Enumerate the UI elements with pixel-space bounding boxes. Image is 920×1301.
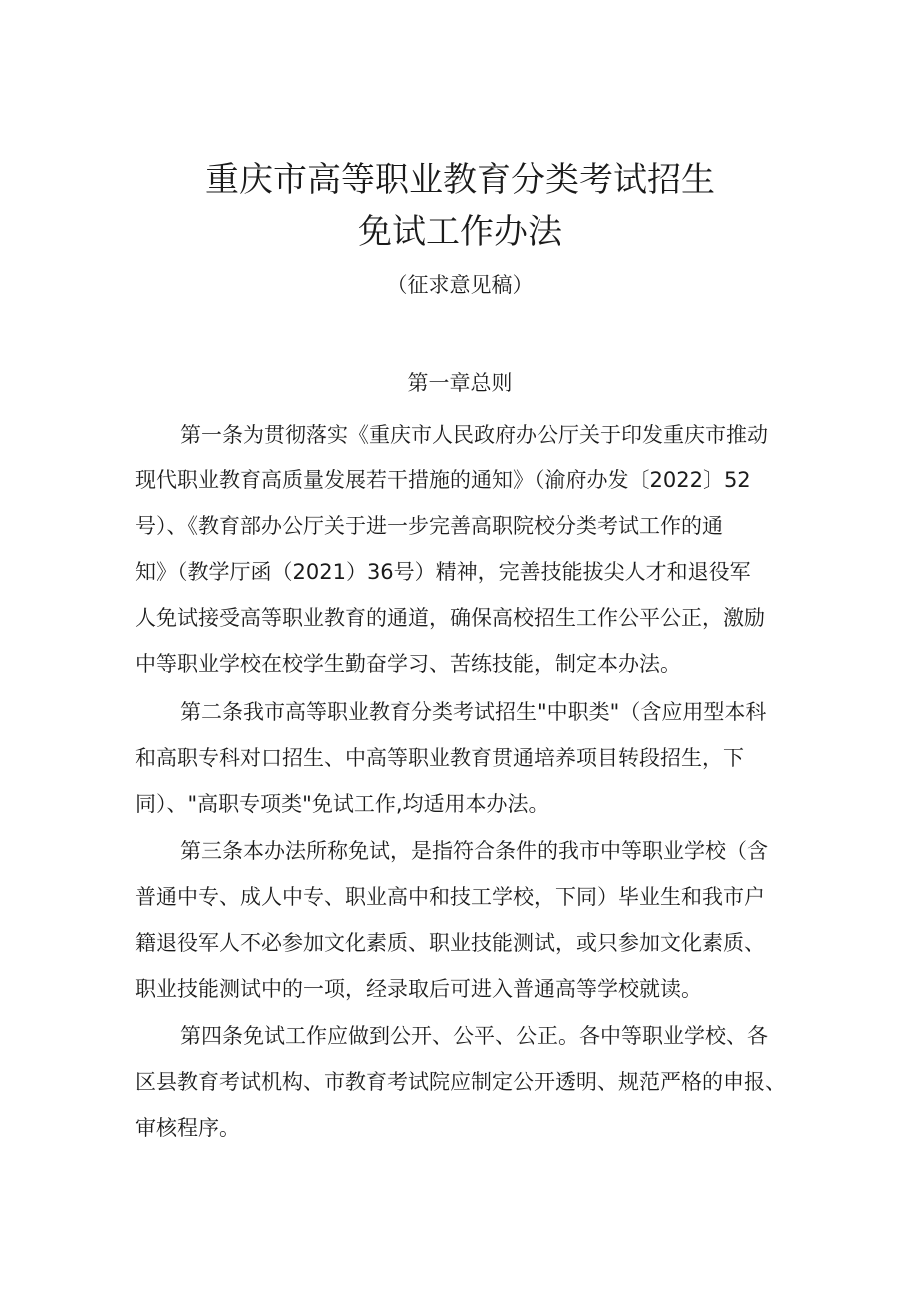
article-2-line-3: 同）、"高职专项类"免试工作,均适用本办法。 — [135, 792, 550, 816]
document-subtitle: （征求意见稿） — [386, 273, 534, 297]
article-1-line-6: 中等职业学校在校学生勤奋学习、苦练技能，制定本办法。 — [135, 652, 681, 676]
document-title-line2: 免试工作办法 — [358, 212, 562, 252]
article-1-line-1: 第一条为贯彻落实《重庆市人民政府办公厅关于印发重庆市推动 — [180, 423, 768, 447]
article-3-line-2: 普通中专、成人中专、职业高中和技工学校，下同）毕业生和我市户 — [135, 885, 765, 909]
article-1-line-4: 知》（教学厅函（2021）36号）精神，完善技能拔尖人才和退役军 — [135, 560, 751, 584]
article-4-line-3: 审核程序。 — [135, 1116, 240, 1140]
article-3-line-3: 籍退役军人不必参加文化素质、职业技能测试，或只参加文化素质、 — [135, 931, 765, 955]
document-title-line1: 重庆市高等职业教育分类考试招生 — [205, 160, 715, 200]
article-4-line-1: 第四条免试工作应做到公开、公平、公正。各中等职业学校、各 — [180, 1024, 768, 1048]
article-3-line-1: 第三条本办法所称免试，是指符合条件的我市中等职业学校（含 — [180, 839, 768, 863]
article-1-line-2: 现代职业教育高质量发展若干措施的通知》（渝府办发〔2022〕52 — [135, 468, 751, 492]
article-3-line-4: 职业技能测试中的一项，经录取后可进入普通高等学校就读。 — [135, 977, 702, 1001]
article-1-line-5: 人免试接受高等职业教育的通道，确保高校招生工作公平公正，激励 — [135, 606, 765, 630]
article-2-line-1: 第二条我市高等职业教育分类考试招生"中职类"（含应用型本科 — [180, 700, 767, 724]
chapter-heading: 第一章总则 — [407, 371, 513, 395]
article-4-line-2: 区县教育考试机构、市教育考试院应制定公开透明、规范严格的申报、 — [135, 1070, 786, 1094]
article-1-line-3: 号）、《教育部办公厅关于进一步完善高职院校分类考试工作的通 — [135, 514, 723, 538]
article-2-line-2: 和高职专科对口招生、中高等职业教育贯通培养项目转段招生，下 — [135, 746, 744, 770]
